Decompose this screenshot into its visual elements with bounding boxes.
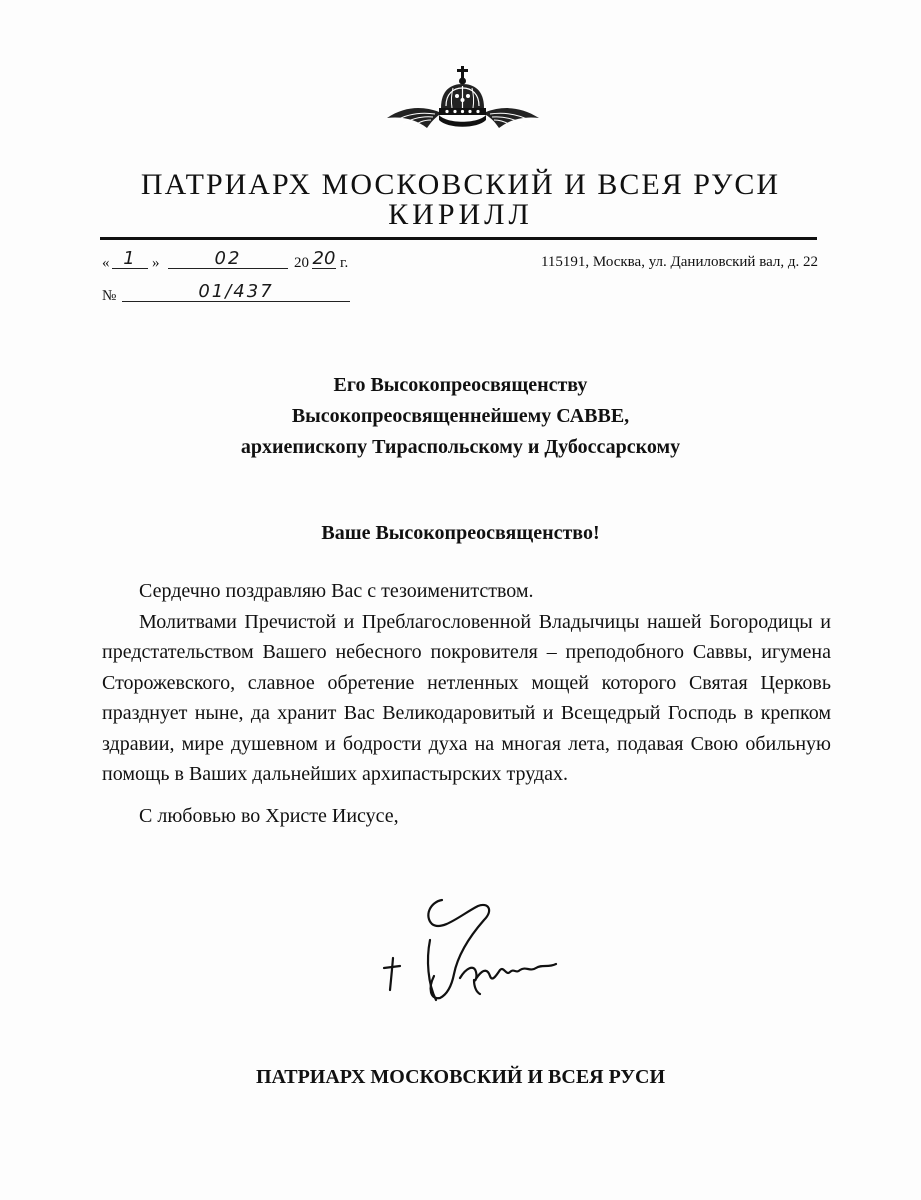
footer-title: ПАТРИАРХ МОСКОВСКИЙ И ВСЕЯ РУСИ	[256, 1066, 665, 1088]
header-title: ПАТРИАРХ МОСКОВСКИЙ И ВСЕЯ РУСИ	[140, 168, 781, 201]
addressee-line-1: Его Высокопреосвященству	[333, 374, 588, 396]
date-close-quote: »	[152, 255, 160, 271]
header-name: КИРИЛЛ	[388, 198, 533, 231]
reference-number-field	[102, 281, 362, 309]
salutation: Ваше Высокопреосвященство!	[321, 522, 600, 544]
body-paragraph-1: Сердечно поздравляю Вас с тезоименитством.	[139, 580, 534, 602]
letter-body	[102, 576, 831, 790]
header-divider	[100, 237, 817, 240]
date-year-prefix: 20	[294, 255, 309, 271]
date-field	[102, 248, 432, 276]
addressee-line-3: архиепископу Тираспольскому и Дубоссарскому	[240, 436, 681, 458]
addressee-line-2: Высокопреосвященнейшему САВВЕ,	[291, 405, 630, 427]
reference-number: 01/437	[122, 283, 350, 302]
body-paragraph-2: Молитвами Пречистой и Преблагословенной Владычицы нашей Богородицы и предстательством Вашего небесного покровителя – преподобного Саввы, игумена Сторожевского, славное обретение нетленных мощей которого Святая Церковь празднует ныне, да хранит Вас Великодаровитый и Всещедрый Господь в крепком здравии, мире душевном и бодрости духа на многая лета, подавая Свою обильную помощь в Ваших дальнейших архипастырских трудах.	[102, 610, 831, 785]
closing-line: С любовью во Христе Иисусе,	[139, 805, 399, 827]
office-address: 115191, Москва, ул. Даниловский вал, д. 22	[540, 254, 818, 270]
date-open-quote: «	[102, 255, 110, 271]
date-day: 1	[112, 250, 148, 269]
patriarch-crown-emblem-icon	[383, 66, 543, 132]
date-month: 02	[168, 250, 288, 269]
number-sign: №	[102, 288, 117, 304]
date-year-unit: г.	[340, 255, 349, 271]
date-year-suffix: 20	[312, 248, 336, 269]
signature-icon	[370, 880, 570, 1010]
